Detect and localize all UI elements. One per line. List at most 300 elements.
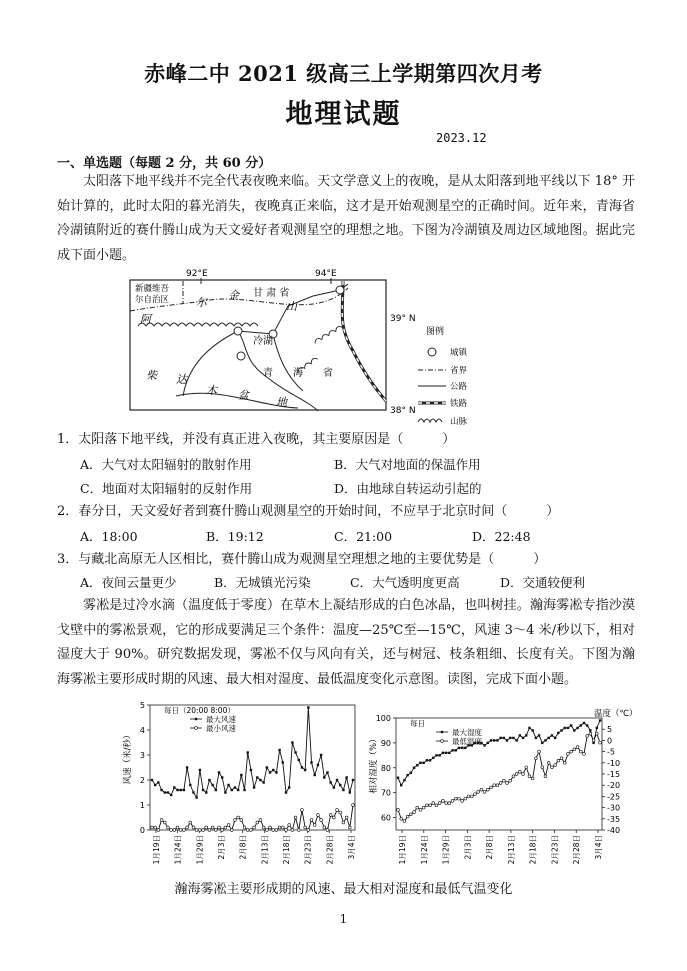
data-point bbox=[403, 820, 406, 823]
label-qaidam-di: 地 bbox=[276, 396, 287, 409]
data-point bbox=[205, 826, 208, 829]
x-tick-label: 1月29日 bbox=[195, 835, 205, 865]
humidity-temperature-chart bbox=[368, 700, 638, 875]
x-tick-label: 2月28日 bbox=[572, 835, 582, 865]
data-point bbox=[310, 761, 312, 763]
x-tick-label: 1月24日 bbox=[173, 835, 183, 865]
data-point bbox=[538, 734, 540, 736]
question-2-option-c[interactable]: C．21:00 bbox=[334, 529, 393, 544]
label-qaidam-chai: 柴 bbox=[146, 369, 157, 382]
data-point bbox=[291, 829, 294, 832]
data-point bbox=[487, 742, 489, 744]
legend-road: 公路 bbox=[450, 382, 468, 392]
data-point bbox=[234, 819, 237, 822]
data-point bbox=[211, 826, 214, 829]
map-lat-38: 38° N bbox=[390, 406, 416, 416]
data-point bbox=[329, 781, 331, 783]
y2-tick-label: -30 bbox=[607, 803, 621, 813]
data-point bbox=[451, 749, 453, 751]
question-3-option-b[interactable]: B．无城镇光污染 bbox=[214, 575, 311, 590]
data-point bbox=[243, 826, 246, 829]
y2-tick-label: 0 bbox=[607, 736, 613, 746]
data-point bbox=[406, 815, 409, 818]
wind-speed-chart bbox=[118, 700, 368, 875]
data-point bbox=[304, 769, 306, 771]
data-point bbox=[480, 788, 483, 791]
data-point bbox=[570, 724, 572, 726]
data-point bbox=[528, 727, 530, 729]
data-point bbox=[176, 826, 179, 829]
town-marker bbox=[237, 352, 245, 360]
data-point bbox=[470, 795, 473, 798]
data-point bbox=[515, 739, 517, 741]
label-altun-shan: 山 bbox=[286, 300, 297, 313]
question-1-option-b[interactable]: B．大气对地面的保温作用 bbox=[334, 457, 481, 472]
label-qaidam-pen: 盆 bbox=[238, 389, 249, 402]
data-point bbox=[163, 821, 166, 824]
data-point bbox=[317, 764, 319, 766]
data-point bbox=[151, 826, 154, 829]
data-point bbox=[230, 829, 233, 832]
data-point bbox=[208, 779, 210, 781]
data-point bbox=[278, 749, 280, 751]
data-point bbox=[262, 781, 264, 783]
y-tick-label: 80 bbox=[380, 763, 391, 773]
data-point bbox=[438, 802, 441, 805]
data-point bbox=[323, 826, 326, 829]
data-point bbox=[342, 821, 345, 824]
data-point bbox=[272, 829, 275, 832]
data-point bbox=[551, 766, 554, 769]
data-point bbox=[189, 821, 192, 824]
data-point bbox=[231, 789, 233, 791]
data-point bbox=[259, 779, 261, 781]
label-altun-a: 阿 bbox=[140, 313, 151, 326]
label-qaidam-mu: 木 bbox=[206, 384, 217, 397]
x-tick-label: 2月18日 bbox=[528, 835, 538, 865]
data-point bbox=[525, 766, 528, 769]
data-point bbox=[448, 802, 451, 805]
data-point bbox=[541, 766, 544, 769]
x-tick-label: 2月18日 bbox=[282, 835, 291, 865]
data-point bbox=[189, 784, 191, 786]
data-point bbox=[409, 813, 412, 816]
data-point bbox=[499, 782, 502, 785]
data-point bbox=[567, 727, 569, 729]
data-point bbox=[518, 770, 521, 773]
question-1-option-d[interactable]: D．由地球自转运动引起的 bbox=[334, 481, 482, 496]
data-point bbox=[544, 775, 547, 778]
legend-marker bbox=[195, 727, 198, 730]
data-point bbox=[285, 791, 287, 793]
label-altun-jin: 金 bbox=[228, 289, 239, 302]
data-point bbox=[224, 791, 226, 793]
data-point bbox=[595, 732, 598, 735]
school-exam-title: 赤峰二中 2021 级高三上学期第四次月考 bbox=[144, 61, 543, 86]
data-point bbox=[547, 761, 550, 764]
data-point bbox=[413, 767, 415, 769]
y-tick-label: 100 bbox=[375, 714, 391, 723]
x-tick-label: 2月8日 bbox=[485, 835, 495, 860]
series-line-secondary bbox=[152, 805, 353, 830]
data-point bbox=[563, 761, 566, 764]
data-point bbox=[599, 719, 601, 721]
data-point bbox=[208, 829, 211, 832]
x-tick-label: 2月28日 bbox=[325, 835, 335, 865]
data-point bbox=[512, 737, 514, 739]
data-point bbox=[506, 782, 509, 785]
data-point bbox=[557, 732, 559, 734]
data-point bbox=[506, 739, 508, 741]
legend-marker bbox=[441, 740, 444, 743]
data-point bbox=[426, 759, 428, 761]
y2-axis-label: 温度（℃） bbox=[594, 709, 638, 719]
data-point bbox=[596, 727, 598, 729]
data-point bbox=[576, 746, 579, 749]
y2-tick-label: -15 bbox=[607, 770, 621, 779]
data-point bbox=[278, 826, 281, 829]
data-point bbox=[422, 806, 425, 809]
data-point bbox=[164, 791, 166, 793]
data-point bbox=[269, 826, 272, 829]
data-point bbox=[397, 777, 399, 779]
data-point bbox=[314, 774, 316, 776]
y-tick-label: 5 bbox=[139, 701, 145, 710]
data-point bbox=[448, 752, 450, 754]
data-point bbox=[160, 789, 162, 791]
data-point bbox=[345, 776, 347, 778]
data-point bbox=[227, 784, 229, 786]
data-point bbox=[180, 789, 182, 791]
x-tick-label: 2月23日 bbox=[550, 835, 560, 865]
legend-marker bbox=[441, 731, 443, 733]
data-point bbox=[275, 829, 278, 832]
data-point bbox=[554, 764, 557, 767]
data-point bbox=[195, 829, 198, 832]
data-point bbox=[333, 786, 335, 788]
y2-tick-label: -35 bbox=[607, 814, 621, 824]
data-point bbox=[294, 816, 297, 819]
town-marker bbox=[336, 286, 344, 294]
data-point bbox=[592, 739, 595, 742]
data-point bbox=[522, 737, 524, 739]
data-point bbox=[221, 776, 223, 778]
data-point bbox=[438, 754, 440, 756]
y-axis-label: 相对湿度（%） bbox=[369, 734, 379, 794]
railway bbox=[342, 281, 386, 401]
data-point bbox=[307, 706, 309, 708]
legend-header: 每日 bbox=[410, 719, 425, 728]
question-3-option-c[interactable]: C．大气透明度更高 bbox=[350, 575, 460, 590]
x-tick-label: 2月3日 bbox=[463, 835, 473, 860]
town-marker bbox=[234, 327, 242, 335]
data-point bbox=[416, 806, 419, 809]
data-point bbox=[240, 774, 242, 776]
question-2-option-d[interactable]: D．22:48 bbox=[472, 529, 531, 544]
data-point bbox=[461, 747, 463, 749]
x-tick-label: 2月8日 bbox=[238, 835, 248, 860]
data-point bbox=[573, 729, 575, 731]
data-point bbox=[253, 826, 256, 829]
data-point bbox=[298, 759, 300, 761]
y-tick-label: 0 bbox=[139, 826, 145, 835]
data-point bbox=[336, 779, 338, 781]
data-point bbox=[583, 722, 585, 724]
y2-tick-label: 5 bbox=[607, 725, 613, 735]
x-tick-label: 2月23日 bbox=[303, 835, 313, 865]
legend-border: 省界 bbox=[450, 366, 468, 376]
data-point bbox=[560, 757, 563, 760]
data-point bbox=[551, 734, 553, 736]
x-tick-label: 1月19日 bbox=[398, 835, 407, 865]
y-tick-label: 1 bbox=[139, 801, 145, 810]
data-point bbox=[192, 826, 195, 829]
data-point bbox=[285, 829, 288, 832]
label-altun-er: 尔 bbox=[196, 296, 207, 309]
legend-label: 最小风速 bbox=[206, 724, 236, 733]
data-point bbox=[320, 754, 322, 756]
data-point bbox=[502, 779, 505, 782]
data-point bbox=[199, 769, 201, 771]
figure-2-caption: 瀚海雾凇主要形成期的风速、最大相对湿度和最低气温变化 bbox=[174, 882, 513, 897]
data-point bbox=[490, 739, 492, 741]
data-point bbox=[573, 748, 576, 751]
data-point bbox=[183, 829, 186, 832]
data-point bbox=[218, 826, 221, 829]
legend-title: 图例 bbox=[426, 327, 445, 337]
data-point bbox=[586, 724, 588, 726]
data-point bbox=[237, 816, 240, 819]
question-2-stem: 2．春分日，天文爱好者到赛什腾山观测星空的开始时间，不应早于北京时间（ ） bbox=[57, 504, 560, 519]
x-tick-label: 1月24日 bbox=[419, 835, 429, 865]
exam-date: 2023.12 bbox=[436, 131, 487, 145]
data-point bbox=[202, 829, 205, 832]
label-xinjiang-1: 新疆维吾 bbox=[135, 284, 170, 294]
y2-tick-label: -5 bbox=[607, 747, 615, 757]
label-lenghu: 冷湖 bbox=[253, 336, 273, 347]
data-point bbox=[419, 762, 421, 764]
data-point bbox=[538, 750, 541, 753]
data-point bbox=[397, 808, 400, 811]
legend-label: 最大风速 bbox=[206, 715, 236, 724]
data-point bbox=[323, 776, 325, 778]
y-tick-label: 2 bbox=[139, 776, 145, 785]
data-point bbox=[301, 766, 303, 768]
data-point bbox=[234, 786, 236, 788]
data-point bbox=[272, 769, 274, 771]
label-gansu: 甘 肃 省 bbox=[253, 288, 290, 299]
x-tick-label: 3月4日 bbox=[594, 835, 603, 860]
data-point bbox=[326, 771, 328, 773]
data-point bbox=[198, 829, 201, 832]
data-point bbox=[525, 734, 527, 736]
data-point bbox=[400, 817, 403, 820]
question-2 bbox=[57, 500, 647, 524]
data-point bbox=[531, 729, 533, 731]
data-point bbox=[247, 751, 249, 753]
data-point bbox=[554, 737, 556, 739]
y-tick-label: 60 bbox=[380, 813, 391, 823]
data-point bbox=[202, 789, 204, 791]
data-point bbox=[246, 829, 249, 832]
data-point bbox=[496, 784, 499, 787]
data-point bbox=[406, 774, 408, 776]
data-point bbox=[215, 789, 217, 791]
data-point bbox=[403, 779, 405, 781]
data-point bbox=[291, 741, 293, 743]
data-point bbox=[458, 797, 461, 800]
question-3-option-d[interactable]: D．交通较便利 bbox=[500, 575, 586, 590]
data-point bbox=[157, 781, 159, 783]
question-1-option-a[interactable]: A．大气对太阳辐射的散射作用 bbox=[80, 457, 252, 472]
data-point bbox=[486, 788, 489, 791]
data-point bbox=[531, 777, 534, 780]
data-point bbox=[243, 789, 245, 791]
data-point bbox=[256, 776, 258, 778]
data-point bbox=[467, 795, 470, 798]
y2-tick-label: -25 bbox=[607, 792, 621, 802]
data-point bbox=[183, 789, 185, 791]
data-point bbox=[445, 752, 447, 754]
question-3-stem: 3．与藏北高原无人区相比，赛什腾山成为观测星空理想之地的主要优势是（ ） bbox=[57, 552, 547, 567]
y-tick-label: 70 bbox=[380, 788, 391, 798]
data-point bbox=[580, 724, 582, 726]
data-point bbox=[170, 829, 173, 832]
legend-header: 每日（20:00 8:00） bbox=[164, 706, 235, 715]
data-point bbox=[535, 737, 537, 739]
data-point bbox=[205, 791, 207, 793]
legend-label: 最大湿度 bbox=[452, 728, 482, 737]
legend-town: 城镇 bbox=[450, 348, 468, 358]
data-point bbox=[425, 804, 428, 807]
lenghu-map bbox=[128, 266, 503, 426]
data-point bbox=[253, 786, 255, 788]
series-line-primary bbox=[152, 708, 353, 798]
data-point bbox=[329, 814, 332, 817]
data-point bbox=[342, 789, 344, 791]
data-point bbox=[192, 791, 194, 793]
data-point bbox=[429, 759, 431, 761]
data-point bbox=[240, 819, 243, 822]
data-point bbox=[167, 791, 169, 793]
data-point bbox=[496, 739, 498, 741]
data-point bbox=[416, 764, 418, 766]
passage-1 bbox=[57, 170, 635, 268]
data-point bbox=[509, 779, 512, 782]
data-point bbox=[211, 784, 213, 786]
x-tick-label: 2月13日 bbox=[506, 835, 516, 865]
data-point bbox=[435, 804, 438, 807]
data-point bbox=[579, 750, 582, 753]
data-point bbox=[339, 784, 341, 786]
data-point bbox=[557, 759, 560, 762]
data-point bbox=[493, 739, 495, 741]
data-point bbox=[429, 804, 432, 807]
data-point bbox=[560, 729, 562, 731]
data-point bbox=[157, 829, 160, 832]
data-point bbox=[432, 757, 434, 759]
data-point bbox=[179, 829, 182, 832]
altun-mountains bbox=[138, 323, 258, 326]
data-point bbox=[474, 793, 477, 796]
data-point bbox=[262, 826, 265, 829]
data-point bbox=[570, 750, 573, 753]
legend-mountain: 山脉 bbox=[450, 417, 468, 426]
data-point bbox=[454, 797, 457, 800]
data-point bbox=[250, 829, 253, 832]
data-point bbox=[336, 809, 339, 812]
data-point bbox=[281, 826, 284, 829]
data-point bbox=[564, 727, 566, 729]
data-point bbox=[320, 819, 323, 822]
map-lon-92: 92°E bbox=[186, 269, 208, 279]
data-point bbox=[186, 826, 189, 829]
data-point bbox=[326, 829, 329, 832]
question-1-option-c[interactable]: C．地面对太阳辐射的反射作用 bbox=[80, 481, 253, 496]
data-point bbox=[512, 775, 515, 778]
data-point bbox=[294, 751, 296, 753]
label-qaidam-da: 达 bbox=[176, 373, 187, 386]
data-point bbox=[259, 819, 262, 822]
data-point bbox=[221, 829, 224, 832]
data-point bbox=[218, 771, 220, 773]
y-tick-label: 4 bbox=[139, 726, 145, 735]
map-legend bbox=[418, 325, 468, 426]
data-point bbox=[583, 752, 586, 755]
data-point bbox=[352, 804, 355, 807]
question-2-option-b[interactable]: B．19:12 bbox=[206, 529, 264, 544]
data-point bbox=[455, 749, 457, 751]
data-point bbox=[269, 771, 271, 773]
data-point bbox=[576, 727, 578, 729]
data-point bbox=[154, 784, 156, 786]
data-point bbox=[339, 811, 342, 814]
data-point bbox=[483, 791, 486, 794]
data-point bbox=[451, 799, 454, 802]
data-point bbox=[586, 735, 589, 738]
series-line-secondary bbox=[398, 734, 600, 821]
data-point bbox=[275, 771, 277, 773]
data-point bbox=[304, 826, 307, 829]
y2-tick-label: -20 bbox=[607, 781, 621, 791]
data-point bbox=[490, 786, 493, 789]
passage-1-text: 太阳落下地平线并不完全代表夜晚来临。天文学意义上的夜晚，是从太阳落到地平线以下 18° 开始计算的，此时太阳的暮光消失，夜晚真正来临，这才是开始观测星空的正确时间。近年来，青海省冷湖镇附近的赛什腾山成为天文爱好者观测星空的理想之地。下图为冷湖镇及周边区域地图。据此完成下面小题。 bbox=[57, 174, 635, 263]
data-point bbox=[499, 737, 501, 739]
data-point bbox=[441, 799, 444, 802]
data-point bbox=[458, 747, 460, 749]
label-qinghai: 青 海 省 bbox=[263, 368, 333, 379]
x-tick-label: 2月3日 bbox=[217, 835, 226, 860]
question-3-option-a[interactable]: A．夜间云量更少 bbox=[80, 575, 177, 590]
data-point bbox=[266, 766, 268, 768]
data-point bbox=[176, 789, 178, 791]
question-1-stem: 1．太阳落下地平线，并没有真正进入夜晚，其主要原因是（ ） bbox=[57, 432, 456, 447]
x-tick-label: 1月29日 bbox=[441, 835, 451, 865]
question-2-option-a[interactable]: A．18:00 bbox=[80, 529, 138, 544]
data-point bbox=[509, 737, 511, 739]
data-point bbox=[503, 737, 505, 739]
data-point bbox=[186, 766, 188, 768]
data-point bbox=[519, 734, 521, 736]
data-point bbox=[173, 786, 175, 788]
data-point bbox=[515, 773, 518, 776]
data-point bbox=[477, 791, 480, 794]
data-point bbox=[227, 824, 230, 827]
data-point bbox=[310, 819, 313, 822]
data-point bbox=[160, 819, 163, 822]
data-point bbox=[419, 808, 422, 811]
data-point bbox=[534, 757, 537, 760]
